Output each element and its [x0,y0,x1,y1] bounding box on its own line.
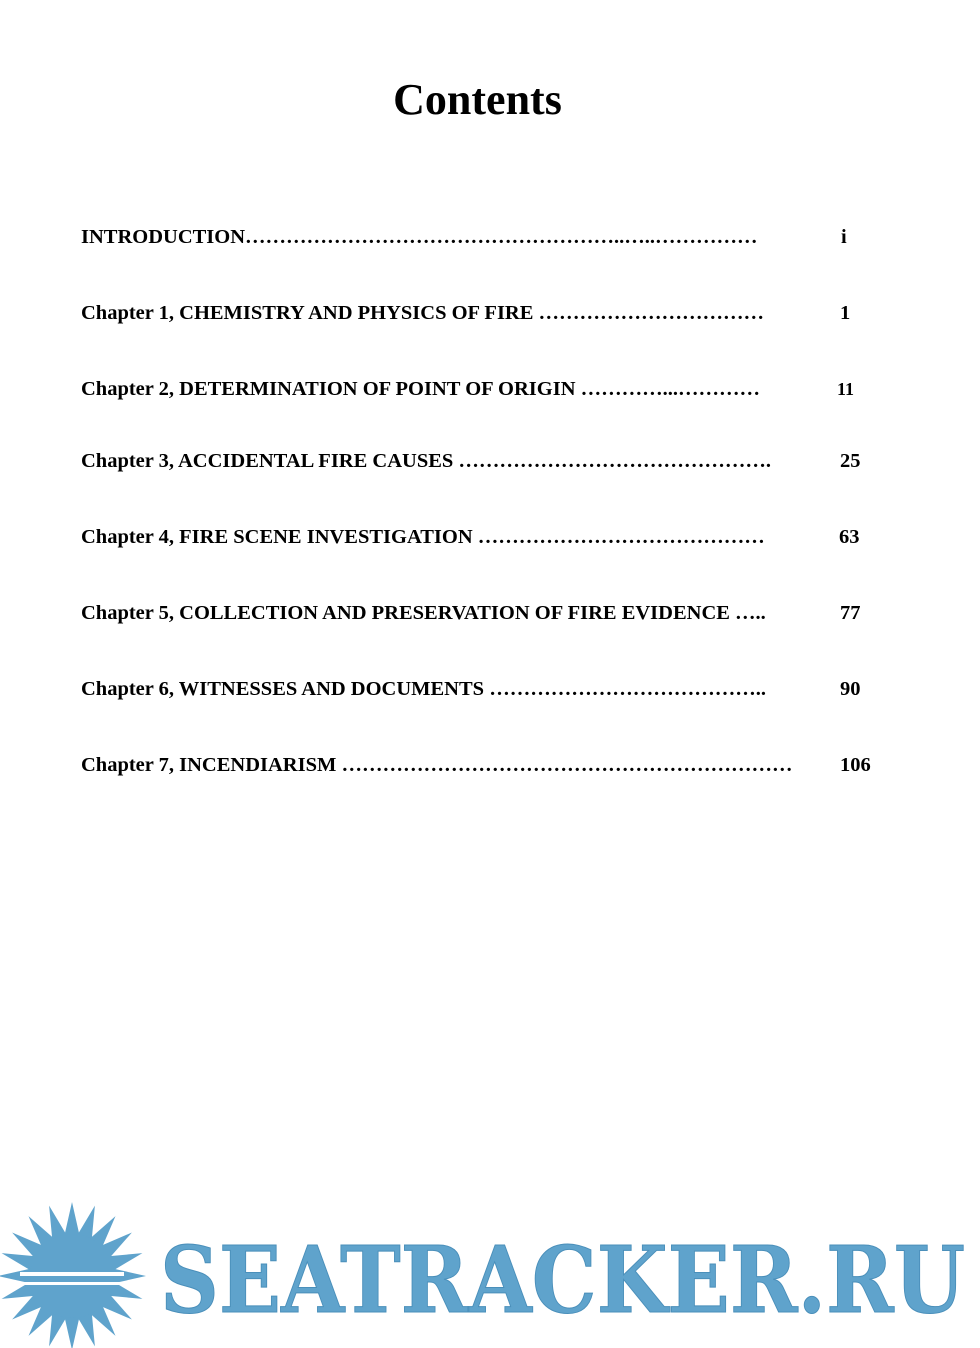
watermark [0,1200,980,1348]
toc-entry-page: i [841,226,847,248]
toc-entry-title: Chapter 1, CHEMISTRY AND PHYSICS OF FIRE …………………………… [81,302,765,324]
toc-entry-chapter-2[interactable] [81,374,881,404]
toc-entry-chapter-1[interactable] [81,298,881,328]
toc-entry-title: Chapter 2, DETERMINATION OF POINT OF ORIGIN …………...………… [81,378,761,400]
toc-entry-introduction[interactable] [81,222,881,252]
toc-entry-page: 1 [840,302,851,324]
toc-entry-page: 106 [840,754,871,776]
toc-entry-title: Chapter 7, INCENDIARISM ………………………………………………………… [81,754,793,776]
toc-entry-title: Chapter 5, COLLECTION AND PRESERVATION OF FIRE EVIDENCE ….. [81,602,766,624]
toc-entry-title: Chapter 6, WITNESSES AND DOCUMENTS ………………………………….. [81,678,766,700]
toc-entry-title: INTRODUCTION………………………………………………..…..…………… [81,226,758,248]
toc-entry-title: Chapter 4, FIRE SCENE INVESTIGATION …………………………………… [81,526,765,548]
toc-entry-page: 25 [840,450,861,472]
page-title: Contents [393,75,562,124]
toc-entry-chapter-3[interactable] [81,446,881,476]
watermark-text: SEATRACKER.RU [160,1226,965,1334]
toc-entry-page: 77 [840,602,861,624]
toc-entry-chapter-5[interactable] [81,598,881,628]
toc-entry-page: 11 [837,379,855,399]
toc-entry-title: Chapter 3, ACCIDENTAL FIRE CAUSES ………………………………………. [81,450,772,472]
toc-entry-page: 90 [840,678,861,700]
sun-logo-icon [0,1202,146,1348]
toc-entry-chapter-6[interactable] [81,674,881,704]
toc-entry-page: 63 [839,526,860,548]
toc-entry-chapter-7[interactable] [81,750,881,780]
toc-entry-chapter-4[interactable] [81,522,881,552]
